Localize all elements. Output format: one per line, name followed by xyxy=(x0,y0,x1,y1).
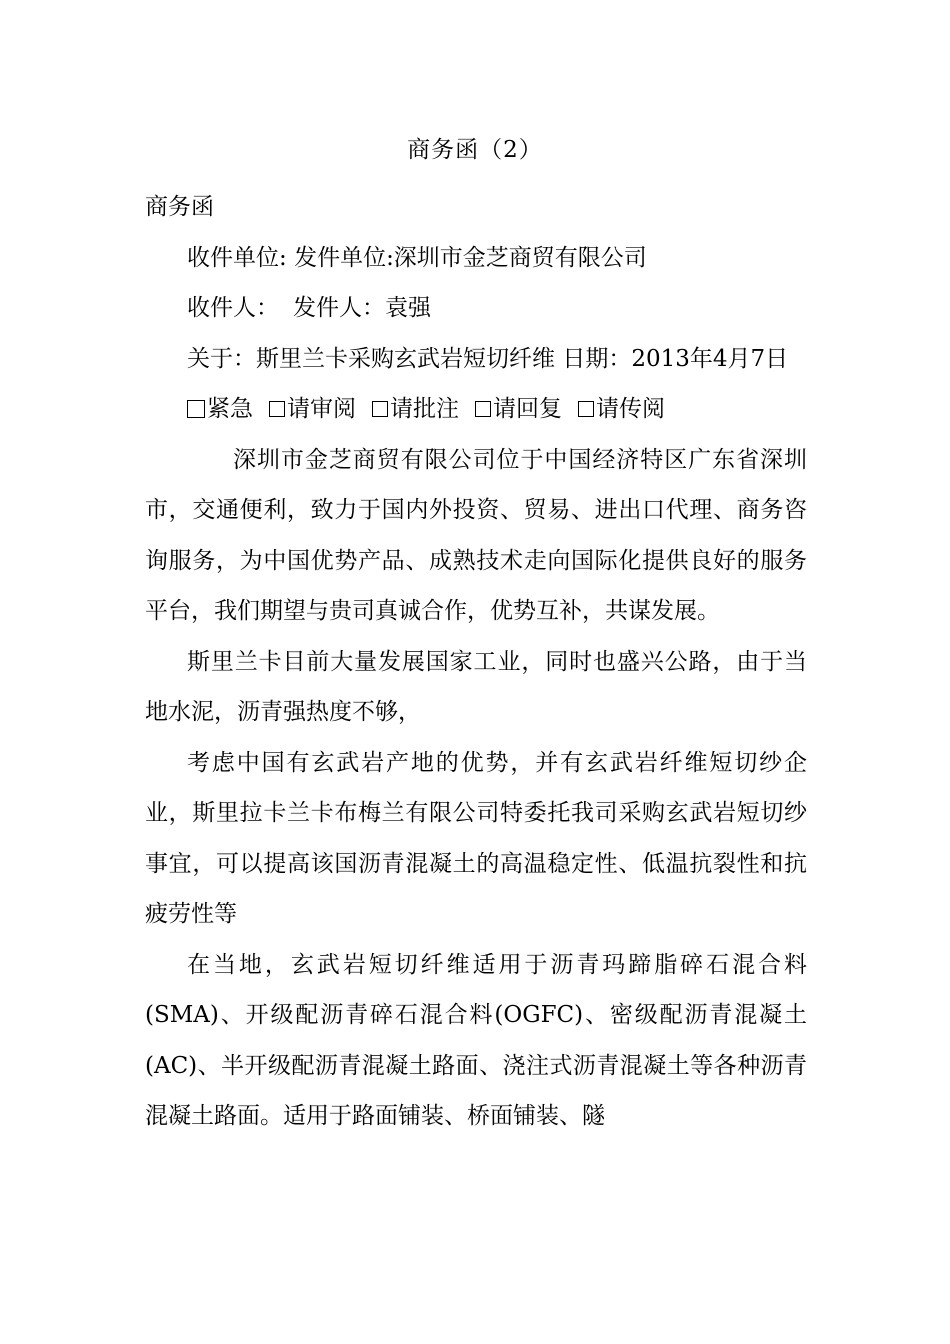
checkbox-label: 请回复 xyxy=(493,396,562,422)
unit-line xyxy=(145,233,807,284)
checkbox-label: 请批注 xyxy=(390,396,459,422)
checkbox-urgent[interactable] xyxy=(187,396,269,422)
paragraph-background: 斯里兰卡目前大量发展国家工业，同时也盛兴公路，由于当地水泥，沥青强热度不够， xyxy=(145,648,807,725)
document-heading: 商务函 xyxy=(145,194,214,220)
document-title: 商务函（2） xyxy=(407,137,543,163)
checkbox-label: 请传阅 xyxy=(596,396,665,422)
paragraph-application: 在当地，玄武岩短切纤维适用于沥青玛蹄脂碎石混合料(SMA)、开级配沥青碎石混合料(OGFC)、密级配沥青混凝土(AC)、半开级配沥青混凝土路面、浇注式沥青混凝土等各种沥青混凝土路面。适用于路面铺装、桥面铺装、隧 xyxy=(145,951,807,1129)
sender: 发件人：袁强 xyxy=(293,295,431,321)
checkbox-row xyxy=(145,384,807,435)
recipient-label: 收件人： xyxy=(187,295,279,321)
checkbox-square-icon xyxy=(269,401,285,417)
recipient-unit-label: 收件单位: xyxy=(187,244,287,271)
subject-line xyxy=(145,334,807,385)
checkbox-circulate[interactable] xyxy=(578,396,665,422)
paragraph-request: 考虑中国有玄武岩产地的优势，并有玄武岩纤维短切纱企业，斯里拉卡兰卡布梅兰有限公司特委托我司采购玄武岩短切纱事宜，可以提高该国沥青混凝土的高温稳定性、低温抗裂性和抗疲劳性等 xyxy=(145,749,807,927)
document-body xyxy=(145,182,807,1142)
paragraph-company-intro: 深圳市金芝商贸有限公司位于中国经济特区广东省深圳市，交通便利，致力于国内外投资、贸易、进出口代理、商务咨询服务，为中国优势产品、成熟技术走向国际化提供良好的服务平台，我们期望与贵司真诚合作，优势互补，共谋发展。 xyxy=(145,446,807,624)
checkbox-square-icon xyxy=(578,401,594,417)
checkbox-label: 紧急 xyxy=(207,396,253,422)
date: 日期：2013年4月7日 xyxy=(562,345,789,372)
checkbox-annotate[interactable] xyxy=(372,396,475,422)
person-line xyxy=(145,283,807,334)
subject: 关于：斯里兰卡采购玄武岩短切纤维 xyxy=(187,345,555,372)
checkbox-square-icon xyxy=(187,400,205,418)
checkbox-label: 请审阅 xyxy=(287,396,356,422)
checkbox-review[interactable] xyxy=(269,396,372,422)
checkbox-square-icon xyxy=(372,401,388,417)
sender-unit: 发件单位:深圳市金芝商贸有限公司 xyxy=(294,244,647,271)
checkbox-square-icon xyxy=(475,401,491,417)
checkbox-reply[interactable] xyxy=(475,396,578,422)
